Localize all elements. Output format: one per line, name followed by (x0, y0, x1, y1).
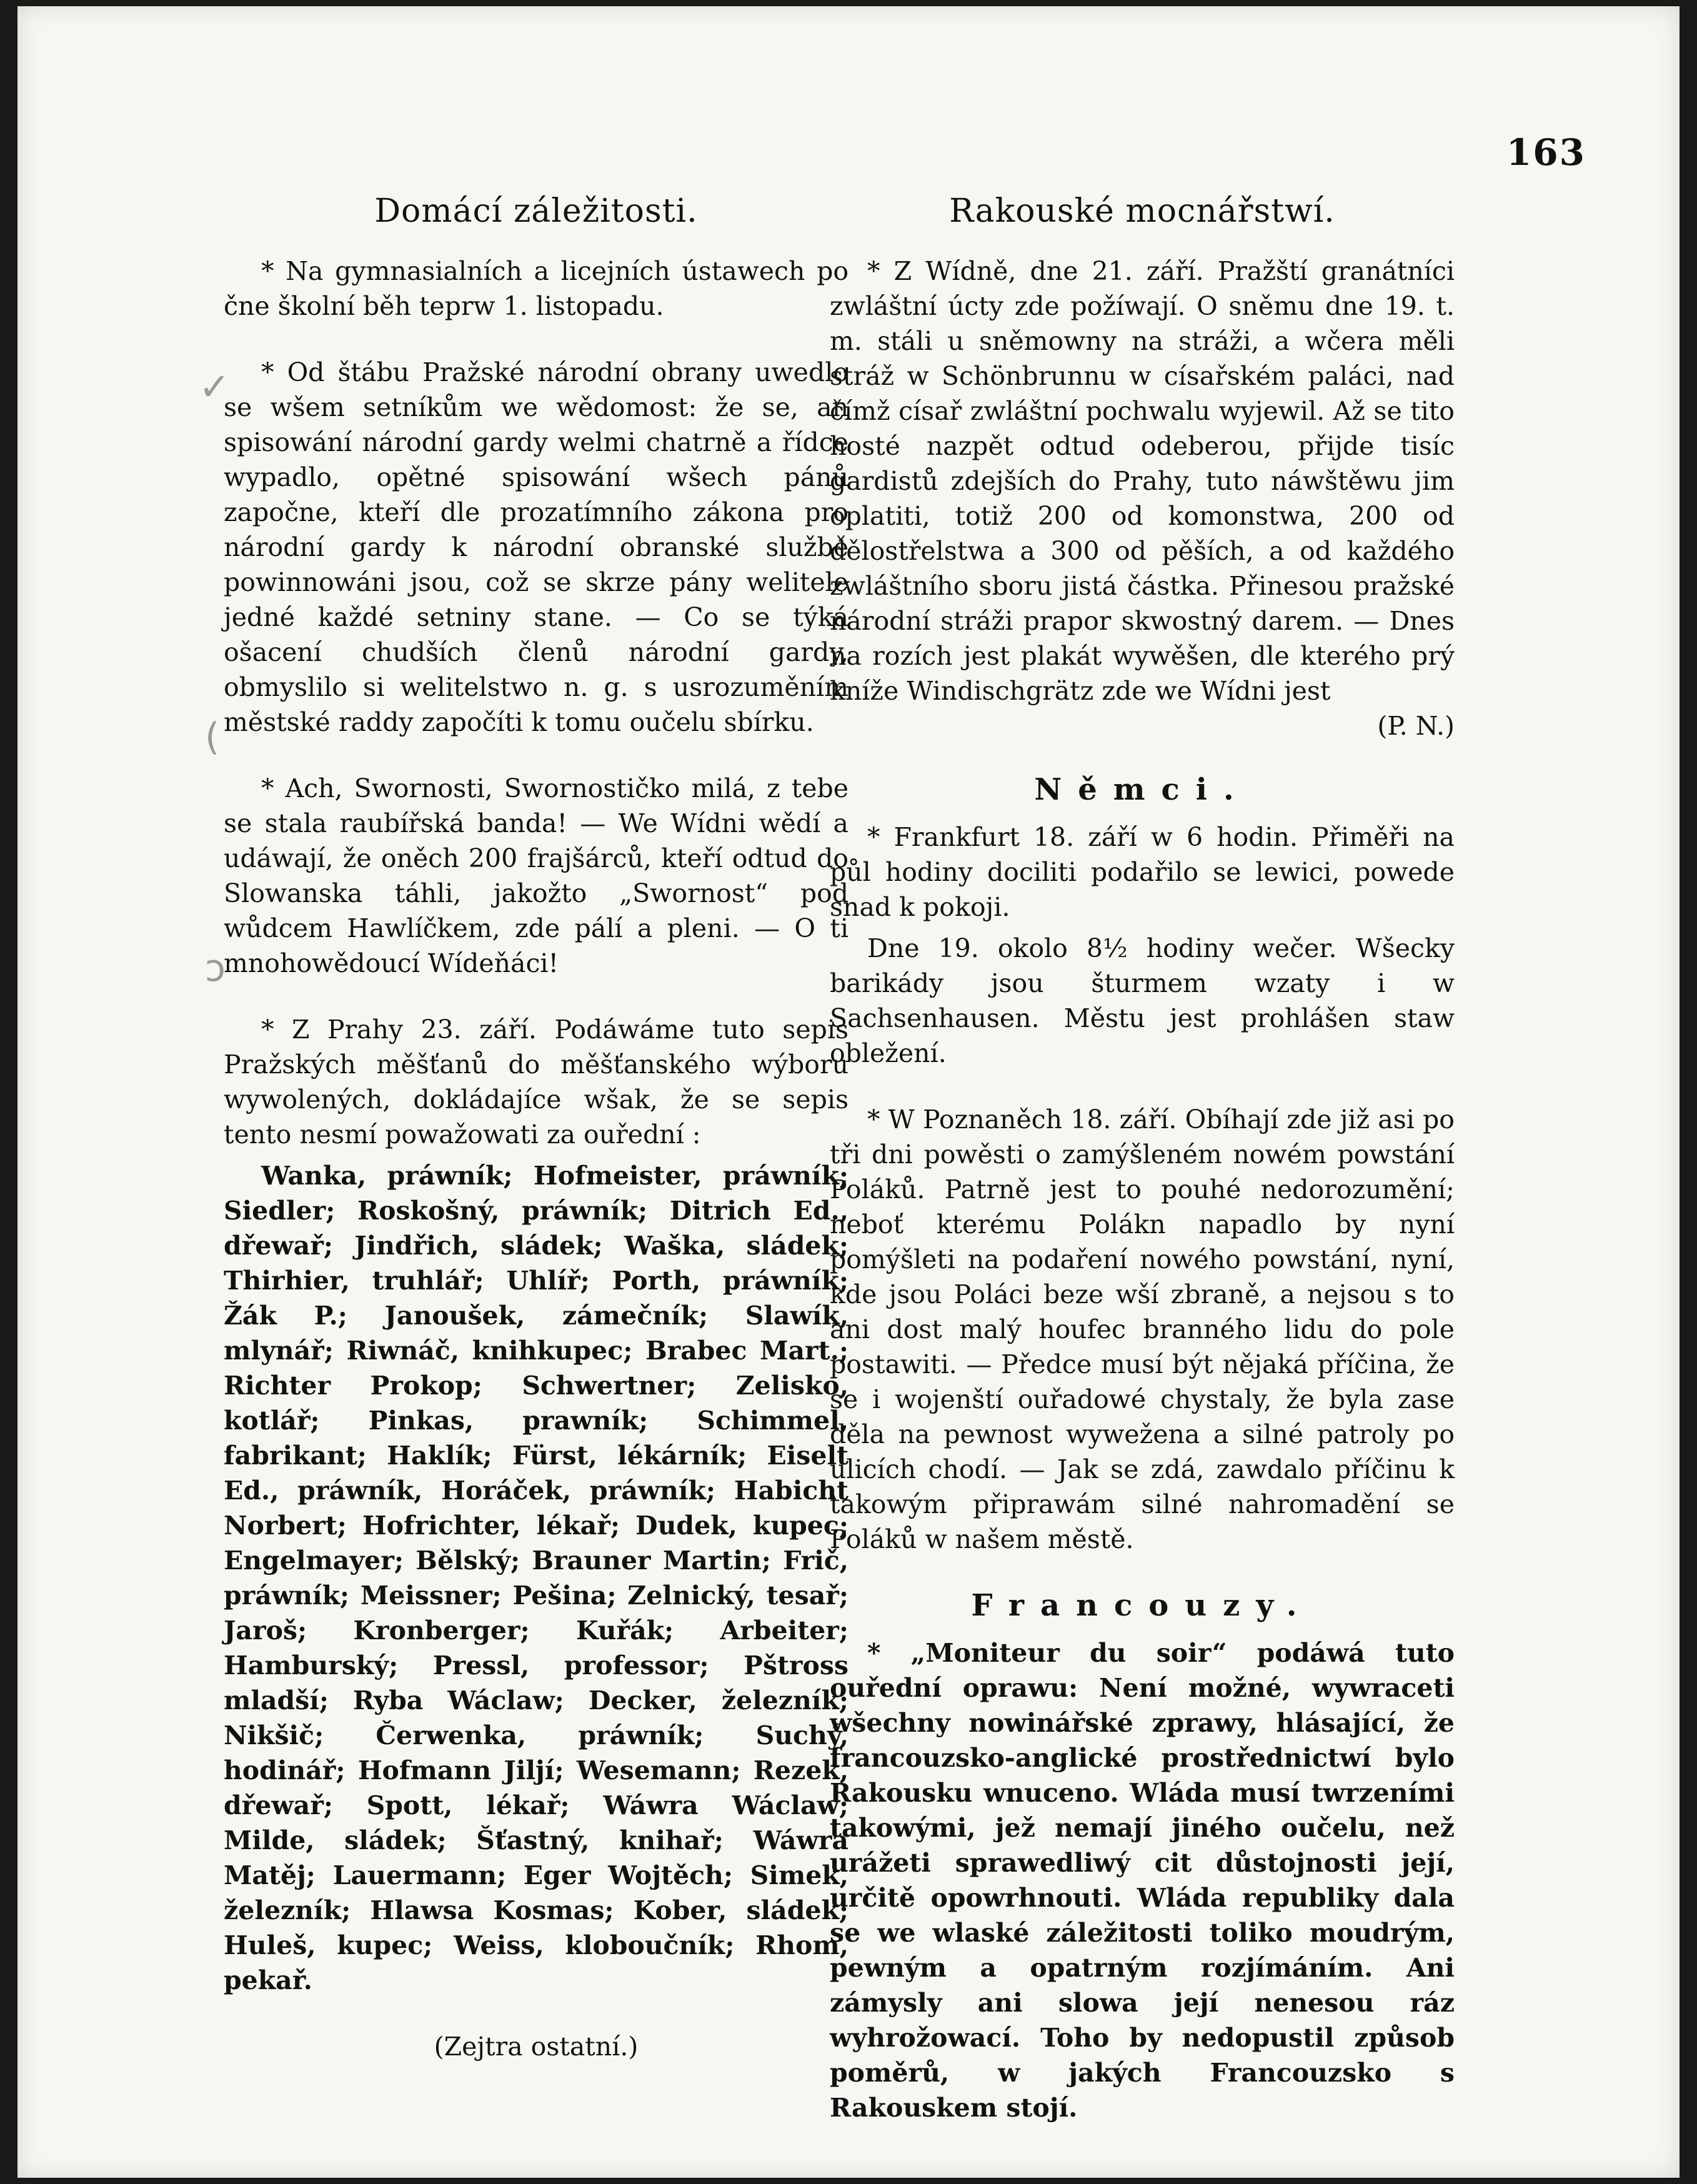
page-number: 163 (1506, 131, 1586, 174)
citizens-list: Wanka, práwník; Hofmeister, práwník; Siedler; Roskošný, práwník; Ditrich Ed., dřewař; Jindřich, sládek; Waška, sládek; Thirhier, truhlář; Uhlíř; Porth, práwník; Žák P.; Janoušek, zámečník; Slawík, mlynář; Riwnáč, knihkupec; Brabec Mart.; Richter Prokop; Schwertner; Zelisko, kotlář; Pinkas, prawník; Schimmel, fabrikant; Haklík; Fürst, lékárník; Eiselt Ed., práwník, Horáček, práwník; Habicht Norbert; Hofrichter, lékař; Dudek, kupec; Engelmayer; Bělský; Brauner Martin; Frič, práwník; Meissner; Pešina; Zelnický, tesař; Jaroš; Kronberger; Kuřák; Arbeiter; Hamburský; Pressl, professor; Pštross mladší; Ryba Wáclaw; Decker, železník; Nikšič; Čerwenka, práwník; Suchý, hodinář; Hofmann Jiljí; Wesemann; Rezek, dřewař; Spott, lékař; Wáwra Wáclaw; Milde, sládek; Šťastný, knihař; Wáwra Matěj; Lauermann; Eger Wojtěch; Simek, železník; Hlawsa Kosmas; Kober, sládek; Huleš, kupec; Weiss, kloboučník; Rhom, pekař. (224, 1161, 848, 1995)
left-column (224, 194, 848, 2064)
pencil-mark: ( (205, 715, 220, 759)
section-title-domestic: Domácí záležitosti. (374, 192, 698, 230)
article-national-guard: * Od štábu Pražské národní obrany uwedlo se wšem setníkům we wědomost: že se, an spisowání národní gardy welmi chatrně a řídce wypadlo, opětné spisowání wšech pánů započne, kteří dle prozatímního zákona pro národní gardy k národní obranské službě powinnowáni jsou, což se skrze pány welitele jedné každé setniny stane. — Co se týká ošacení chudších členů národní gardy, obmyslilo si welitelstwo n. g. s usrozuměním městské raddy započíti k tomu oučelu sbírku. (224, 357, 848, 737)
continued-note: (Zejtra ostatní.) (434, 2032, 639, 2062)
article-frankfurt-evening: Dne 19. okolo 8½ hodiny wečer. Wšecky barikády jsou šturmem wzaty i w Sachsenhausen. Městu jest prohlášen staw obležení. (830, 933, 1455, 1068)
pencil-mark: ↄ (205, 946, 226, 990)
section-title-france: Francouzy. (971, 1588, 1313, 1623)
pencil-mark: ✓ (199, 365, 231, 409)
article-moniteur: * „Moniteur du soir“ podáwá tuto ouřední oprawu: Není možné, wywraceti wšechny nowinářské zprawy, hlásající, že francouzsko-anglické prostřednictwí bylo Rakousku wnuceno. Wláda musí twrzeními takowými, jež nemají jiného oučelu, než urážeti sprawedliwý cit důstojnosti její, určitě opowrhnouti. Wláda republiky dala se we wlaské záležitosti toliko moudrým, pewným a opatrným rozjímáním. Ani zámysly ani slowa její nenesou ráz wyhrožowací. Toho by nedopustil způsob poměrů, w jakých Francouzsko s Rakouskem stojí. (830, 1638, 1455, 2123)
article-swornost: * Ach, Swornosti, Swornostičko milá, z tebe se stala raubířská banda! — We Wídni wědí a udáwají, že oněch 200 frajšárců, kteří odtud do Slowanska táhli, jakožto „Swornost“ pod wůdcem Hawlíčkem, zde pálí a pleni. — O ti mnohowědoucí Wídeňáci! (224, 773, 848, 978)
article-prague-citizens: * Z Prahy 23. září. Podáwáme tuto sepis Pražských měšťanů do měšťanského wýboru wywolených, dokládajíce wšak, že se sepis tento nesmí powažowati za ouřední : (224, 1015, 848, 1149)
section-title-austria: Rakouské mocnářstwí. (949, 192, 1335, 230)
article-frankfurt: * Frankfurt 18. září w 6 hodin. Přiměři na půl hodiny dociliti podařilo se lewici, powede snad k pokoji. (830, 822, 1455, 922)
article-vienna: * Z Wídně, dne 21. září. Pražští granátníci zwláštní úcty zde požíwají. O sněmu dne 19. t. m. stáli u sněmowny na stráži, a wčera měli stráž w Schönbrunnu w císařském paláci, nad čímž císař zwláštní pochwalu wyjewil. Až se tito hosté nazpět odtud odeberou, přijde tisíc gardistů zdejších do Prahy, tuto náwštěwu jim oplatiti, totiž 200 od komonstwa, 200 od dělostřelstwa a 300 od pěších, a od každého zwláštního sboru jistá částka. Přinesou pražské národní stráži prapor skwostný darem. — Dnes na rozích jest plakát wywěšen, dle kterého prý kníže Windischgrätz zde we Wídni jest (830, 256, 1455, 706)
article-gymnasium: * Na gymnasialních a licejních ústawech po čne školní běh teprw 1. listopadu. (224, 256, 848, 321)
section-title-germany: Němci. (1034, 772, 1250, 807)
right-column (830, 194, 1455, 2157)
article-poznan: * W Poznaněch 18. září. Obíhají zde již asi po tři dni powěsti o zamýšleném nowém powstání Poláků. Patrně jest to pouhé nedorozumění; neboť kterému Polákn napadlo by nyní pomýšleti na podaření nowého powstání, nyní, kde jsou Poláci beze wší zbraně, a nejsou s to ani dost malý houfec branného lidu do pole postawiti. — Předce musí být nějaká příčina, že se i wojenští ouřadowé chystaly, že byla zase děla na pewnost wywežena a silné patroly po ulicích chodí. — Jak se zdá, zawdalo příčinu k takowým připrawám silné nahromadění se Poláků w našem městě. (830, 1104, 1455, 1554)
article-source: (P. N.) (1377, 711, 1455, 741)
newspaper-page (17, 6, 1680, 2178)
